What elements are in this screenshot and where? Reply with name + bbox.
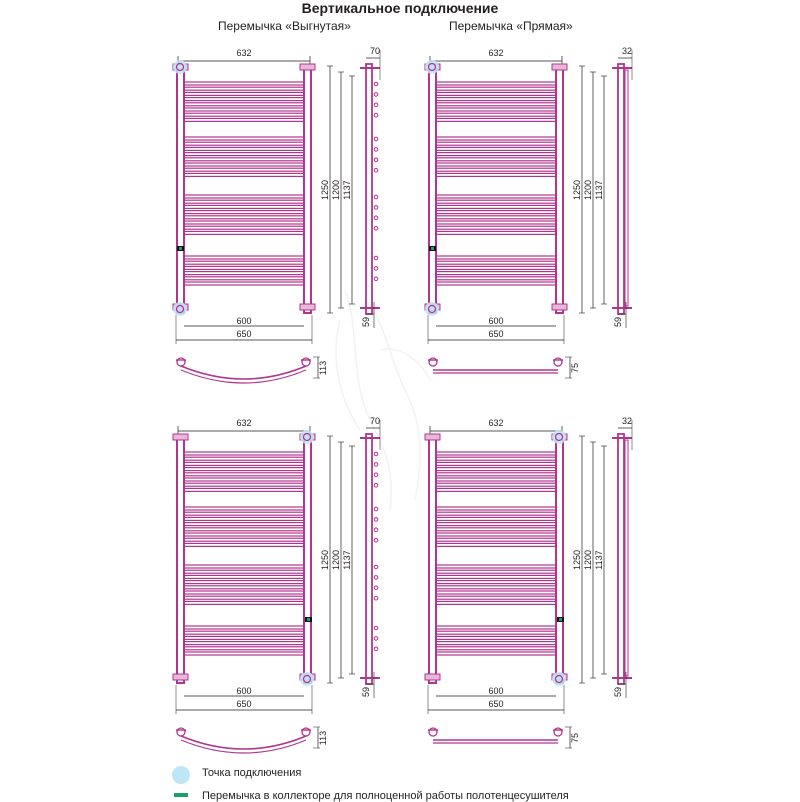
side-view-rung (374, 256, 378, 260)
rung (184, 652, 304, 655)
plan-view-left-post (177, 728, 185, 736)
rung (184, 642, 304, 645)
rung (436, 226, 556, 229)
rung (184, 147, 304, 150)
height-label: 1200 (583, 179, 593, 201)
rung (184, 216, 304, 219)
rung (184, 601, 304, 604)
side-view-rung (374, 206, 378, 210)
rung (184, 473, 304, 476)
height-label: 1200 (331, 179, 341, 201)
side-view-rung (374, 576, 378, 580)
height-label: 1250 (572, 549, 582, 571)
offset-label: 59 (613, 686, 623, 698)
rung (436, 543, 556, 546)
rung (436, 596, 556, 599)
plan-depth-label: 75 (570, 362, 580, 374)
rung (184, 142, 304, 145)
rung (436, 195, 556, 198)
depth-label: 70 (369, 46, 381, 56)
depth-label: 70 (369, 416, 381, 426)
side-view-rung (374, 483, 378, 487)
width-label: 632 (488, 418, 504, 428)
rung (436, 652, 556, 655)
towel-rail-variant-1 (173, 46, 380, 383)
rung (184, 211, 304, 214)
rung (184, 200, 304, 203)
page-title: Вертикальное подключение (301, 0, 499, 16)
rung (436, 272, 556, 275)
rung (184, 195, 304, 198)
rung (436, 108, 556, 111)
rung (184, 591, 304, 594)
rung (184, 581, 304, 584)
connection-point-bottom (173, 302, 187, 316)
rung (184, 575, 304, 578)
top-left-cap (173, 434, 188, 440)
rung (184, 113, 304, 116)
outer-width-label: 650 (488, 699, 504, 709)
side-view-collector (618, 64, 624, 314)
width-label: 632 (236, 48, 252, 58)
rung (436, 168, 556, 171)
rung (436, 231, 556, 234)
rung (436, 457, 556, 460)
side-view-rung (374, 148, 378, 152)
side-view-rung (374, 528, 378, 532)
rung (184, 261, 304, 264)
height-label: 1250 (320, 179, 330, 201)
outer-width-label: 650 (236, 329, 252, 339)
bottom-right-cap (300, 304, 315, 310)
side-view-collector (618, 434, 624, 684)
rung (184, 570, 304, 573)
side-view-rung (374, 507, 378, 511)
towel-rail-variant-3 (173, 416, 380, 753)
rung (436, 473, 556, 476)
rung (184, 163, 304, 166)
height-label: 1137 (342, 180, 352, 200)
rung (436, 533, 556, 536)
bridge-marker (431, 247, 434, 250)
plan-depth-label: 113 (318, 360, 328, 376)
side-view-rung (374, 518, 378, 522)
rung (184, 488, 304, 491)
rung (436, 221, 556, 224)
rung (436, 636, 556, 639)
rung (436, 512, 556, 515)
side-view-rung (374, 473, 378, 477)
rung (184, 596, 304, 599)
side-view-rung (374, 226, 378, 230)
side-view-rung (374, 195, 378, 199)
rung (436, 507, 556, 510)
rung (436, 82, 556, 85)
rung (436, 261, 556, 264)
rung (436, 565, 556, 568)
plan-view-right-post (302, 728, 310, 736)
rung (184, 543, 304, 546)
watermark-logo (336, 290, 430, 510)
bridge-marker (307, 618, 310, 621)
rung (436, 142, 556, 145)
rung (184, 626, 304, 629)
rung (436, 488, 556, 491)
rung (184, 108, 304, 111)
rung (184, 272, 304, 275)
rung (436, 570, 556, 573)
rung (436, 113, 556, 116)
side-view-rung (374, 637, 378, 641)
left-collector (429, 438, 436, 683)
rung (436, 87, 556, 90)
height-label: 1250 (320, 549, 330, 571)
connection-point-top (552, 430, 566, 444)
side-view-rung-stack (625, 440, 628, 676)
rung (436, 92, 556, 95)
rung (184, 457, 304, 460)
side-view-rung-stack (625, 70, 628, 306)
bottom-left-cap (173, 674, 188, 680)
rung (436, 266, 556, 269)
rung (436, 118, 556, 121)
inner-width-label: 600 (488, 316, 504, 326)
rung (436, 216, 556, 219)
height-label: 1137 (342, 550, 352, 570)
rung (184, 118, 304, 121)
towel-rail-variant-2 (425, 46, 632, 378)
depth-label: 32 (621, 46, 633, 56)
rung (184, 636, 304, 639)
rung (184, 528, 304, 531)
rung (436, 483, 556, 486)
side-view-collector (366, 64, 372, 314)
plan-view-right-post (302, 358, 310, 366)
rung (184, 523, 304, 526)
rung (184, 82, 304, 85)
side-view-rung (374, 565, 378, 569)
height-label: 1200 (583, 549, 593, 571)
rung (184, 87, 304, 90)
height-label: 1250 (572, 179, 582, 201)
bridge-marker (559, 618, 562, 621)
connection-point-top (173, 60, 187, 74)
rung (436, 581, 556, 584)
rung (436, 137, 556, 140)
rung (184, 512, 304, 515)
connection-point-bottom (300, 672, 314, 686)
rung (184, 483, 304, 486)
side-view-rung (374, 168, 378, 172)
rung (184, 517, 304, 520)
side-view-rung (374, 103, 378, 107)
rung (436, 200, 556, 203)
connection-point-bottom (425, 302, 439, 316)
rung (436, 626, 556, 629)
side-view-rung (374, 216, 378, 220)
towel-rail-variant-4 (425, 416, 632, 748)
height-label: 1137 (594, 550, 604, 570)
rung (436, 586, 556, 589)
plan-view-left-post (177, 358, 185, 366)
rung (436, 468, 556, 471)
rung (436, 478, 556, 481)
left-collector (177, 68, 184, 313)
inner-width-label: 600 (236, 316, 252, 326)
plan-depth-label: 75 (570, 732, 580, 744)
legend-label-connection: Точка подключения (202, 767, 302, 779)
rung (436, 575, 556, 578)
rung (436, 538, 556, 541)
side-view-rung (374, 82, 378, 86)
side-view-rung (374, 267, 378, 271)
top-right-cap (552, 64, 567, 70)
rung (436, 158, 556, 161)
rung (184, 103, 304, 106)
plan-view-right-post (554, 358, 562, 366)
depth-label: 32 (621, 416, 633, 426)
outer-width-label: 650 (488, 329, 504, 339)
rung (436, 601, 556, 604)
bottom-right-cap (552, 304, 567, 310)
rung (436, 147, 556, 150)
right-collector (304, 438, 311, 683)
side-view-rung (374, 452, 378, 456)
rung (184, 153, 304, 156)
width-label: 632 (236, 418, 252, 428)
rung (184, 631, 304, 634)
offset-label: 59 (613, 316, 623, 328)
rung (184, 168, 304, 171)
rung (184, 158, 304, 161)
side-view-rung (374, 463, 378, 467)
rung (436, 517, 556, 520)
connection-point-icon (172, 766, 190, 784)
rung (184, 266, 304, 269)
side-view-rung (374, 93, 378, 97)
rung (436, 205, 556, 208)
rung (184, 565, 304, 568)
rung (184, 507, 304, 510)
inner-width-label: 600 (488, 686, 504, 696)
rung (436, 98, 556, 101)
bridge-marker (179, 247, 182, 250)
side-view-rung (374, 647, 378, 651)
top-left-cap (425, 434, 440, 440)
rung (436, 211, 556, 214)
rung (184, 282, 304, 285)
rung (436, 103, 556, 106)
rung (184, 538, 304, 541)
rung (184, 92, 304, 95)
height-label: 1137 (594, 180, 604, 200)
side-view-rung (374, 586, 378, 590)
width-label: 632 (488, 48, 504, 58)
rung (184, 221, 304, 224)
rung (184, 137, 304, 140)
rung (436, 173, 556, 176)
rung (436, 523, 556, 526)
inner-width-label: 600 (236, 686, 252, 696)
rung (436, 591, 556, 594)
rung (184, 277, 304, 280)
variant-title-straight: Перемычка «Прямая» (449, 19, 573, 33)
bridge-icon (174, 793, 188, 797)
side-view-rung (374, 596, 378, 600)
outer-width-label: 650 (236, 699, 252, 709)
rung (184, 98, 304, 101)
rung (184, 256, 304, 259)
rung (436, 153, 556, 156)
rung (184, 586, 304, 589)
plan-view-left-post (429, 358, 437, 366)
rung (436, 256, 556, 259)
legend-label-bridge: Перемычка в коллекторе для полноценной работы полотенцесушителя (202, 790, 569, 802)
connection-point-top (425, 60, 439, 74)
rung (184, 468, 304, 471)
rung (184, 533, 304, 536)
rung (436, 528, 556, 531)
rung (436, 631, 556, 634)
left-collector (429, 68, 436, 313)
rung (184, 205, 304, 208)
side-view-rung (374, 277, 378, 281)
plan-view-left-post (429, 728, 437, 736)
side-view-rung (374, 626, 378, 630)
variant-title-curved: Перемычка «Выгнутая» (218, 19, 351, 33)
rung (184, 226, 304, 229)
right-collector (304, 68, 311, 313)
top-right-cap (300, 64, 315, 70)
rung (184, 462, 304, 465)
height-label: 1200 (331, 549, 341, 571)
side-view-rung (374, 538, 378, 542)
side-view-rung (374, 137, 378, 141)
plan-view-right-post (554, 728, 562, 736)
connection-point-top (300, 430, 314, 444)
rung (184, 478, 304, 481)
rung (184, 452, 304, 455)
rung (436, 452, 556, 455)
plan-depth-label: 113 (318, 730, 328, 746)
right-collector (556, 438, 563, 683)
right-collector (556, 68, 563, 313)
rung (184, 173, 304, 176)
side-view-rung (374, 113, 378, 117)
rung (184, 231, 304, 234)
side-view-rung (374, 158, 378, 162)
connection-point-bottom (552, 672, 566, 686)
bottom-left-cap (425, 674, 440, 680)
side-view-collector (366, 434, 372, 684)
rung (436, 462, 556, 465)
offset-label: 59 (361, 316, 371, 328)
rung (436, 277, 556, 280)
rung (436, 642, 556, 645)
rung (436, 282, 556, 285)
rung (184, 647, 304, 650)
rung (436, 647, 556, 650)
offset-label: 59 (361, 686, 371, 698)
left-collector (177, 438, 184, 683)
rung (436, 163, 556, 166)
